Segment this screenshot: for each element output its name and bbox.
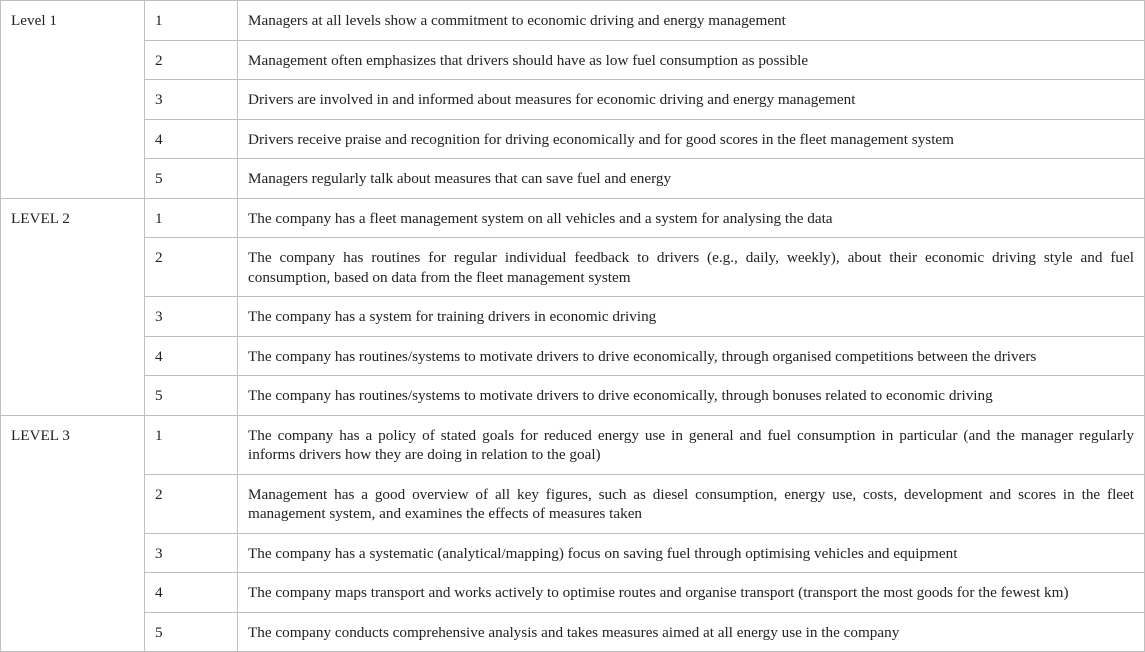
item-text: The company has routines/systems to motivate drivers to drive economically, through organised competitions between the drivers bbox=[238, 336, 1145, 376]
item-text: The company has a fleet management system on all vehicles and a system for analysing the data bbox=[238, 198, 1145, 238]
item-text: The company has a systematic (analytical/mapping) focus on saving fuel through optimising vehicles and equipment bbox=[238, 533, 1145, 573]
item-text: The company has a system for training drivers in economic driving bbox=[238, 297, 1145, 337]
level-label: LEVEL 3 bbox=[1, 415, 145, 652]
item-text: Drivers receive praise and recognition for driving economically and for good scores in the fleet management system bbox=[238, 119, 1145, 159]
item-number: 1 bbox=[145, 1, 238, 41]
table-row bbox=[1, 474, 1145, 533]
table-row bbox=[1, 159, 1145, 199]
item-number: 1 bbox=[145, 198, 238, 238]
table-row bbox=[1, 415, 1145, 474]
item-text: Management has a good overview of all key figures, such as diesel consumption, energy use, costs, development and scores in the fleet management system, and examines the effects of measures taken bbox=[238, 474, 1145, 533]
item-number: 4 bbox=[145, 119, 238, 159]
item-number: 5 bbox=[145, 376, 238, 416]
level-label: Level 1 bbox=[1, 1, 145, 199]
item-number: 5 bbox=[145, 612, 238, 652]
item-number: 3 bbox=[145, 297, 238, 337]
table-row bbox=[1, 533, 1145, 573]
table-row bbox=[1, 238, 1145, 297]
table-row bbox=[1, 376, 1145, 416]
table-row bbox=[1, 119, 1145, 159]
item-text: Managers at all levels show a commitment to economic driving and energy management bbox=[238, 1, 1145, 41]
table-row bbox=[1, 573, 1145, 613]
item-text: Managers regularly talk about measures that can save fuel and energy bbox=[238, 159, 1145, 199]
item-text: The company conducts comprehensive analysis and takes measures aimed at all energy use in the company bbox=[238, 612, 1145, 652]
level-label: LEVEL 2 bbox=[1, 198, 145, 415]
item-text: The company has a policy of stated goals for reduced energy use in general and fuel consumption in particular (and the manager regularly informs drivers how they are doing in relation to the goal) bbox=[238, 415, 1145, 474]
item-number: 5 bbox=[145, 159, 238, 199]
item-number: 4 bbox=[145, 573, 238, 613]
item-number: 4 bbox=[145, 336, 238, 376]
item-text: The company maps transport and works actively to optimise routes and organise transport (transport the most goods for the fewest km) bbox=[238, 573, 1145, 613]
item-text: The company has routines/systems to motivate drivers to drive economically, through bonuses related to economic driving bbox=[238, 376, 1145, 416]
item-number: 3 bbox=[145, 80, 238, 120]
table-row bbox=[1, 336, 1145, 376]
table-row bbox=[1, 80, 1145, 120]
item-number: 1 bbox=[145, 415, 238, 474]
item-text: Management often emphasizes that drivers should have as low fuel consumption as possible bbox=[238, 40, 1145, 80]
table-row bbox=[1, 198, 1145, 238]
item-number: 3 bbox=[145, 533, 238, 573]
item-text: Drivers are involved in and informed about measures for economic driving and energy management bbox=[238, 80, 1145, 120]
item-text: The company has routines for regular individual feedback to drivers (e.g., daily, weekly), about their economic driving style and fuel consumption, based on data from the fleet management system bbox=[238, 238, 1145, 297]
item-number: 2 bbox=[145, 40, 238, 80]
table-row bbox=[1, 297, 1145, 337]
item-number: 2 bbox=[145, 474, 238, 533]
table-row bbox=[1, 1, 1145, 41]
table-row bbox=[1, 40, 1145, 80]
table-row bbox=[1, 612, 1145, 652]
item-number: 2 bbox=[145, 238, 238, 297]
